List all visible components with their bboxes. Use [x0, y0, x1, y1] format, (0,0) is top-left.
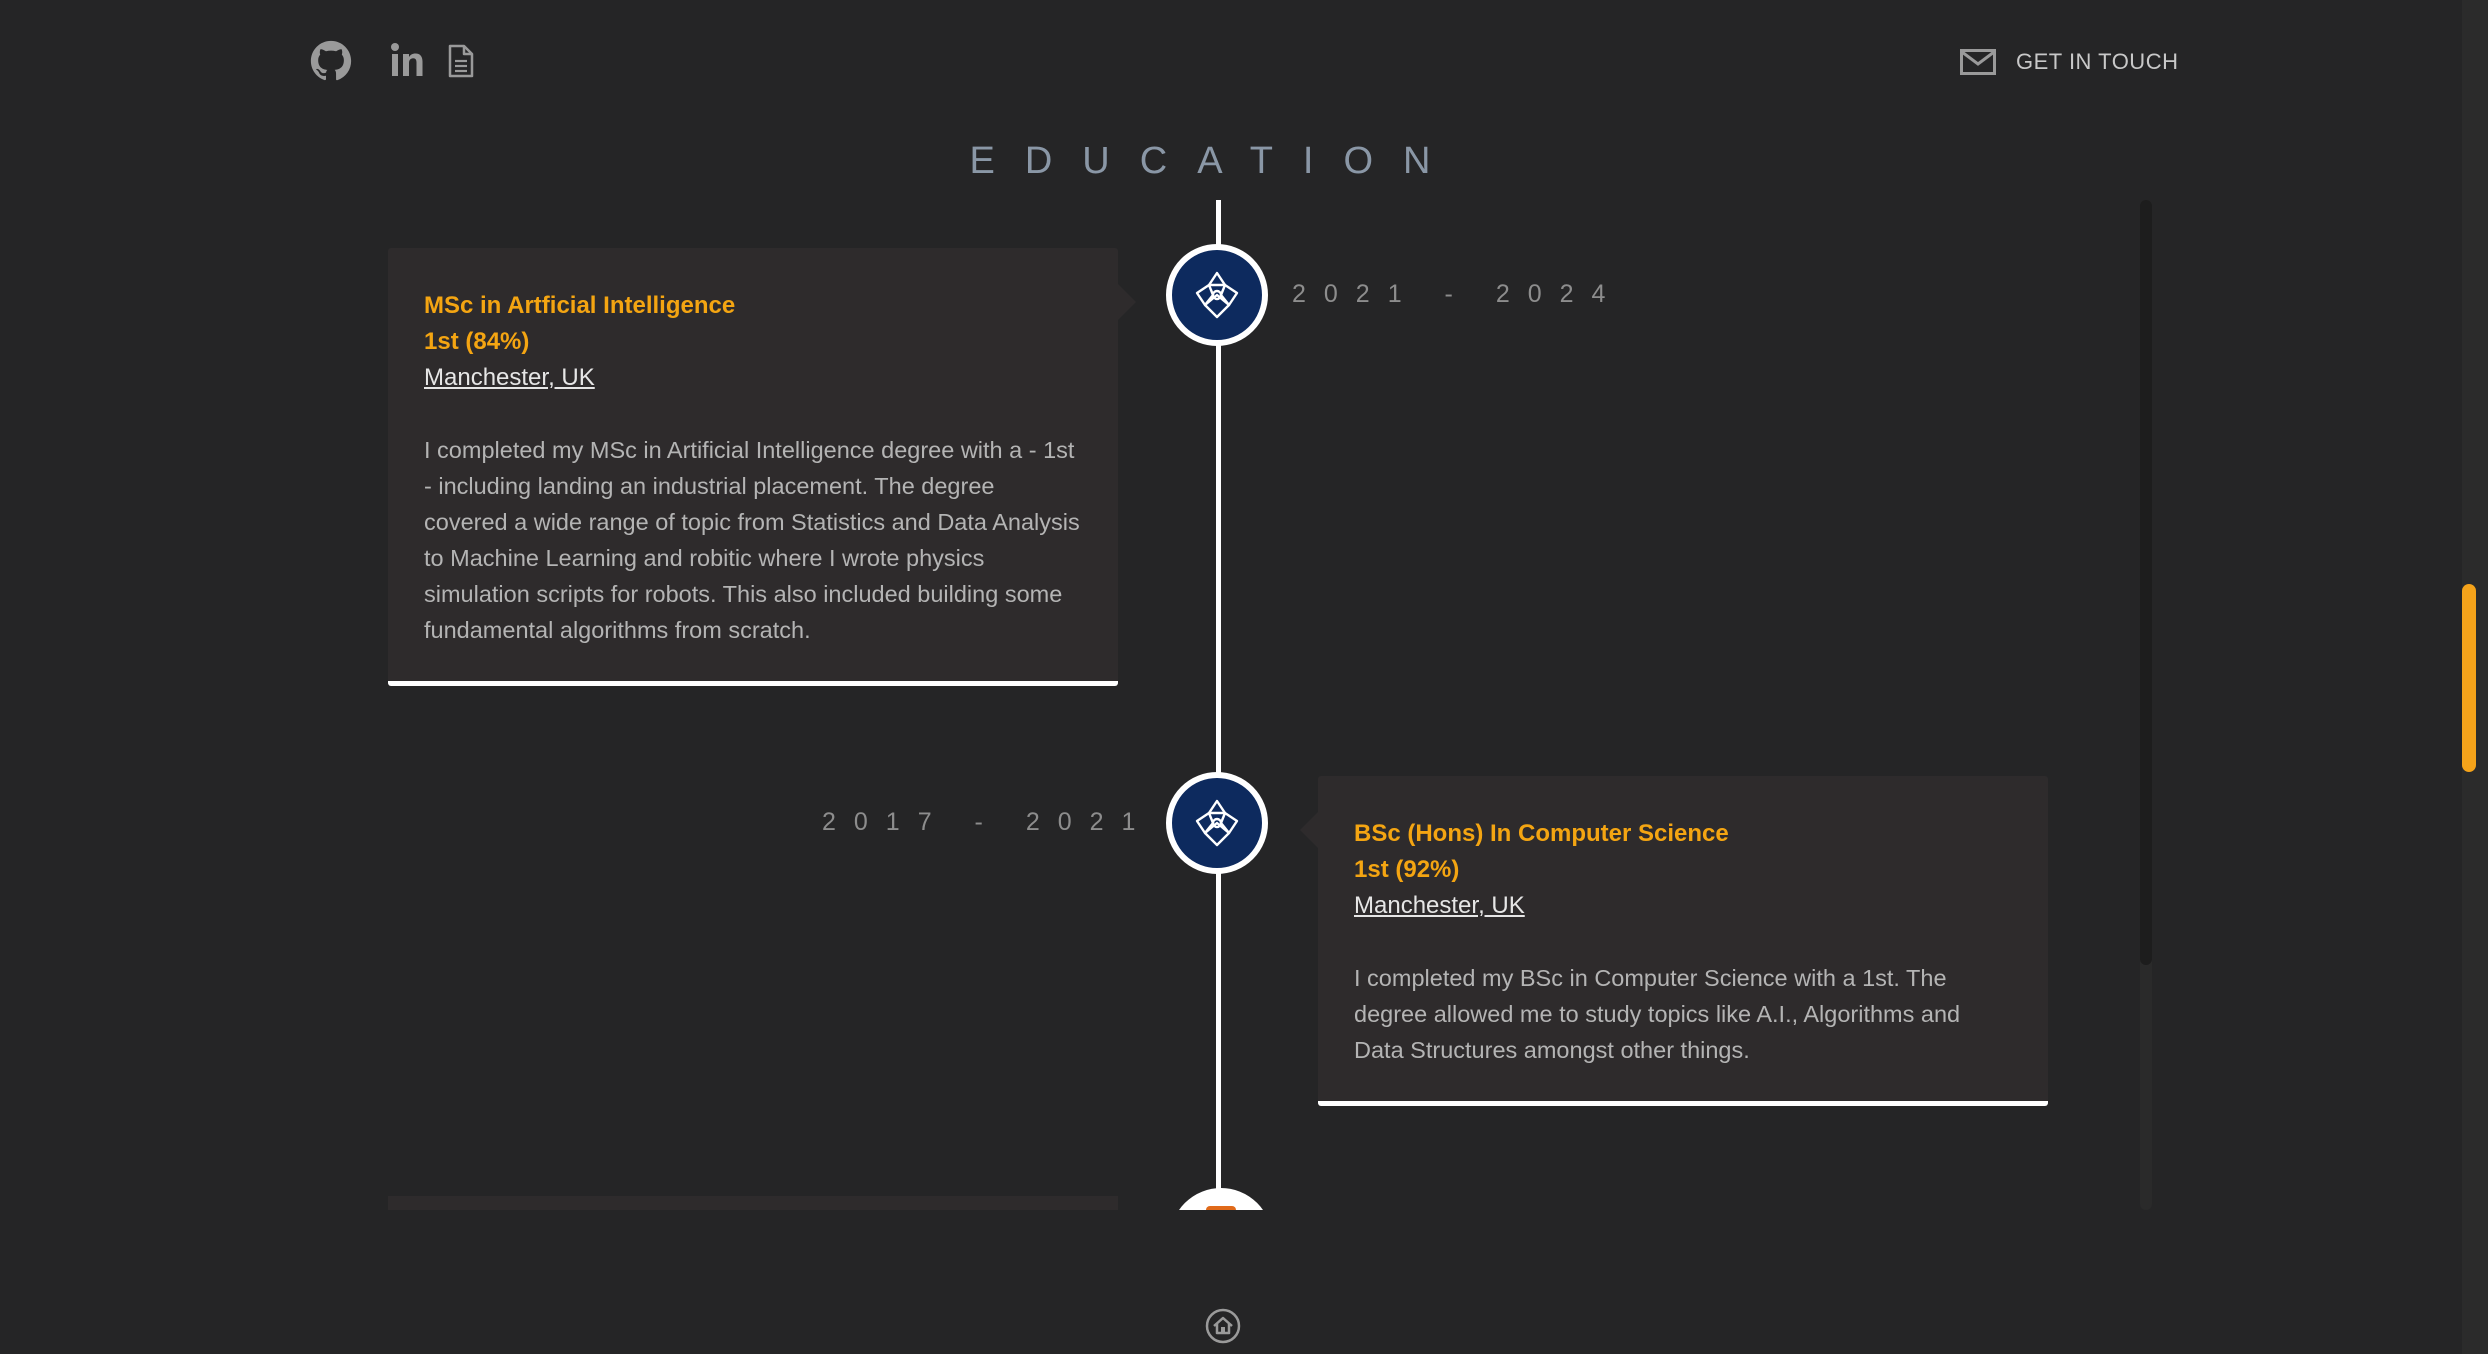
card-pointer — [1300, 812, 1318, 848]
page-scrollbar-thumb[interactable] — [2462, 584, 2476, 772]
date-range: 2017 - 2021 — [822, 808, 1154, 836]
get-in-touch-link[interactable] — [1960, 46, 2178, 78]
education-card-msc — [388, 248, 1118, 686]
university-crest-icon — [1166, 772, 1268, 874]
home-icon[interactable] — [1205, 1308, 1241, 1349]
degree-title: BSc (Hons) In Computer Science — [1354, 820, 1729, 847]
degree-grade: 1st (84%) — [424, 328, 530, 355]
card-pointer — [1118, 284, 1136, 320]
degree-description: I completed my BSc in Computer Science with a 1st. The degree allowed me to study topics like A.I., Algorithms and Data Structures amongst other things. — [1354, 965, 1961, 1063]
degree-title: MSc in Artficial Intelligence — [424, 292, 736, 319]
education-card-next — [388, 1196, 1118, 1210]
linkedin-icon[interactable] — [390, 42, 424, 78]
date-range: 2021 - 2024 — [1292, 280, 1624, 308]
section-title: EDUCATION — [969, 140, 1461, 182]
location-link[interactable]: Manchester, UK — [1354, 892, 1525, 919]
get-in-touch-label: GET IN TOUCH — [2016, 49, 2179, 74]
university-crest-icon — [1166, 244, 1268, 346]
timeline-scrollbar-thumb[interactable] — [2140, 200, 2152, 965]
education-timeline[interactable] — [380, 200, 2150, 1210]
education-card-bsc — [1318, 776, 2048, 1106]
timeline-line — [1216, 200, 1221, 1210]
github-icon[interactable] — [310, 40, 352, 82]
school-crest-icon — [1170, 1188, 1272, 1210]
degree-description: I completed my MSc in Artificial Intelligence degree with a - 1st - including landing an industrial placement. The degree covered a wide range of topic from Statistics and Data Analysis to Machine Learning and robitic where I wrote physics simulation scripts for robots. This also included building some fundamental algorithms from scratch. — [424, 437, 1080, 643]
location-link[interactable]: Manchester, UK — [424, 364, 595, 391]
document-icon[interactable] — [448, 44, 474, 78]
degree-grade: 1st (92%) — [1354, 856, 1460, 883]
mail-icon — [1960, 49, 1996, 75]
